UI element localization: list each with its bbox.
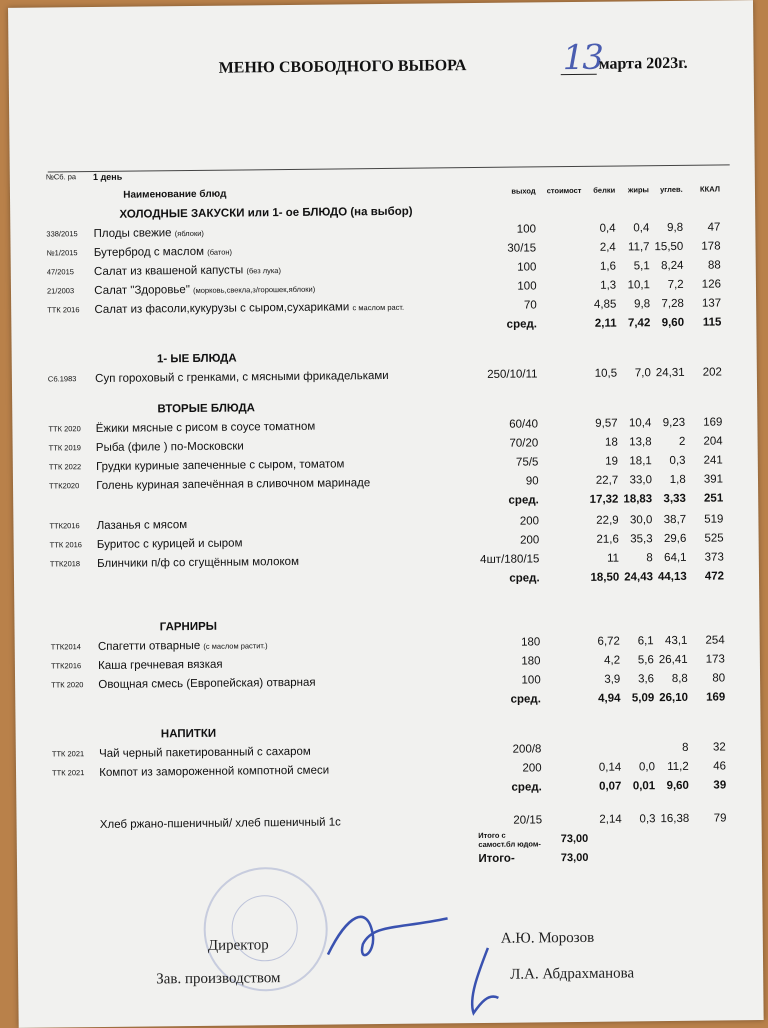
avg-protein: 0,07 (588, 777, 622, 796)
menu-table (46, 160, 733, 872)
dish-title: Рыба (филе ) по-Московски (96, 440, 244, 454)
dish-code: ТТК 2019 (49, 438, 96, 457)
dish-kcal: 204 (685, 431, 728, 450)
dish-code: ТТК2014 (51, 637, 98, 656)
date-month-year: марта 2023г. (599, 55, 688, 74)
dish-yield: 60/40 (466, 414, 542, 434)
dish-yield: 200 (469, 758, 545, 778)
dish-code: ТТК 2020 (51, 675, 98, 694)
dish-fat: 33,0 (618, 470, 652, 489)
dish-yield: 180 (468, 651, 544, 671)
col-name: Наименование блюд (93, 182, 463, 205)
avg-label: сред. (467, 568, 543, 588)
avg-label: сред. (469, 689, 545, 709)
dish-protein: 10,5 (583, 364, 617, 383)
dish-note: (батон) (207, 247, 232, 256)
section-title: ГАРНИРЫ (98, 614, 468, 637)
director-signature (317, 893, 458, 974)
dish-price (544, 632, 586, 651)
avg-carbs: 9,60 (650, 313, 684, 332)
dish-price (541, 295, 583, 314)
dish-protein: 1,3 (582, 276, 616, 295)
dish-title: Бутерброд с маслом (94, 245, 204, 258)
dish-fat: 0,4 (615, 218, 649, 237)
dish-yield: 180 (468, 632, 544, 652)
dish-protein: 22,7 (584, 471, 618, 490)
dish-price (543, 549, 585, 568)
dish-protein: 22,9 (585, 511, 619, 530)
bread-protein: 2,14 (588, 810, 622, 829)
dish-title: Грудки куриные запеченные с сыром, томатом (96, 458, 344, 473)
avg-fat: 18,83 (618, 489, 652, 508)
dish-yield: 100 (469, 670, 545, 690)
bread-yield: 20/15 (470, 810, 546, 830)
dish-fat (621, 738, 655, 757)
avg-protein: 4,94 (587, 689, 621, 708)
dish-yield: 70 (465, 295, 541, 315)
dish-kcal: 373 (686, 547, 729, 566)
bread-name: Хлеб ржано-пшеничный/ хлеб пшеничный 1с (100, 811, 470, 834)
dish-kcal: 519 (686, 509, 729, 528)
dish-yield: 30/15 (464, 238, 540, 258)
avg-carbs: 44,13 (653, 567, 687, 586)
avg-fat: 5,09 (620, 688, 654, 707)
dish-title: Овощная смесь (Европейская) отварная (98, 676, 315, 690)
dish-kcal: 391 (686, 469, 729, 488)
menu-sheet (8, 0, 764, 1028)
dish-fat: 8 (619, 548, 653, 567)
dish-protein (587, 739, 621, 758)
dish-protein: 9,57 (584, 414, 618, 433)
dish-price (540, 257, 582, 276)
dish-price (542, 433, 584, 452)
dish-yield: 250/10/11 (465, 364, 541, 384)
dish-code: ТТК2016 (51, 656, 98, 675)
dish-protein: 2,4 (582, 238, 616, 257)
dish-title: Блинчики п/ф со сгущённым молоком (97, 555, 299, 569)
dish-carbs: 24,31 (651, 363, 685, 382)
avg-kcal: 115 (684, 312, 727, 331)
dish-carbs: 15,50 (649, 237, 683, 256)
dish-title: Ёжики мясные с рисом в соусе томатном (96, 420, 316, 434)
dish-yield: 4шт/180/15 (467, 549, 543, 569)
dish-code: ТТК 2022 (49, 457, 96, 476)
dish-carbs: 29,6 (652, 529, 686, 548)
section-title: ХОЛОДНЫЕ ЗАКУСКИ или 1- ое БЛЮДО (на выбор) (93, 201, 463, 224)
avg-carbs: 9,60 (655, 776, 689, 795)
dish-fat: 10,1 (616, 275, 650, 294)
total-label: Итого- (470, 848, 546, 868)
dish-title: Каша гречневая вязкая (98, 658, 223, 671)
dish-protein: 1,6 (582, 257, 616, 276)
dish-protein: 19 (584, 452, 618, 471)
dish-protein: 11 (585, 549, 619, 568)
avg-fat: 24,43 (619, 567, 653, 586)
dish-fat: 3,6 (620, 669, 654, 688)
dish-kcal: 47 (683, 217, 726, 236)
dish-title: Спагетти отварные (98, 639, 200, 652)
dish-fat: 7,0 (617, 363, 651, 382)
dish-code: №1/2015 (46, 243, 93, 262)
dish-note: (яблоки) (175, 228, 204, 237)
dish-fat: 30,0 (619, 510, 653, 529)
dish-title: Салат "Здоровье" (94, 284, 190, 297)
head-title: Зав. производством (156, 970, 280, 988)
avg-protein: 2,11 (583, 314, 617, 333)
total-label: Итого с самост.бл юдом- (470, 829, 546, 849)
dish-fat: 5,6 (620, 650, 654, 669)
dish-fat: 35,3 (619, 529, 653, 548)
dish-code: 21/2003 (47, 281, 94, 300)
dish-yield: 70/20 (466, 433, 542, 453)
dish-yield: 90 (466, 471, 542, 491)
avg-label: сред. (465, 314, 541, 334)
dish-carbs: 7,28 (650, 294, 684, 313)
dish-yield: 200 (467, 511, 543, 531)
avg-fat: 7,42 (616, 313, 650, 332)
col-protein: белки (581, 181, 615, 200)
dish-protein: 21,6 (585, 530, 619, 549)
dish-code: ТТК 2021 (52, 744, 99, 763)
dish-price (540, 219, 582, 238)
dish-protein: 3,9 (586, 670, 620, 689)
dish-kcal: 525 (686, 528, 729, 547)
dish-kcal: 32 (688, 737, 731, 756)
dish-kcal: 173 (687, 649, 730, 668)
dish-carbs: 38,7 (652, 510, 686, 529)
dish-yield: 75/5 (466, 452, 542, 472)
dish-carbs: 1,8 (652, 470, 686, 489)
col-price: стоимост (539, 181, 581, 200)
col-carbs: углев. (649, 180, 683, 199)
avg-label: сред. (467, 490, 543, 510)
director-name: А.Ю. Морозов (501, 930, 595, 948)
dish-note: (морковь,свекла,з/горошек,яблоки) (193, 284, 315, 294)
avg-protein: 18,50 (585, 568, 619, 587)
dish-kcal: 137 (684, 293, 727, 312)
dish-kcal: 88 (683, 255, 726, 274)
section-title: НАПИТКИ (99, 721, 469, 744)
total-value: 73,00 (546, 829, 588, 848)
dish-title: Салат из квашеной капусты (94, 264, 243, 278)
dish-fat: 11,7 (616, 237, 650, 256)
dish-title: Суп гороховый с гренками, с мясными фрикадельками (95, 369, 389, 384)
dish-note: (с маслом растит.) (203, 641, 267, 651)
dish-protein: 0,4 (582, 219, 616, 238)
avg-kcal: 472 (687, 566, 730, 585)
dish-carbs: 8 (655, 738, 689, 757)
total-value: 73,00 (546, 848, 588, 867)
dish-code: ТТК 2021 (52, 763, 99, 782)
dish-note: с маслом раст. (352, 302, 404, 312)
date-day-handwritten: 13 (562, 38, 602, 78)
dish-price (541, 364, 583, 383)
dish-yield: 100 (464, 219, 540, 239)
dish-protein: 0,14 (587, 758, 621, 777)
dish-yield: 100 (464, 276, 540, 296)
bread-fat: 0,3 (622, 809, 656, 828)
dish-title: Салат из фасоли,кукурузы с сыром,сухариками (94, 301, 349, 316)
dish-price (543, 530, 585, 549)
dish-yield: 100 (464, 257, 540, 277)
avg-kcal: 39 (689, 775, 732, 794)
dish-price (542, 414, 584, 433)
dish-price (542, 452, 584, 471)
collection-no-label: №Сб. ра (46, 167, 93, 186)
dish-price (542, 471, 584, 490)
col-out: выход (463, 181, 539, 201)
dish-protein: 18 (584, 433, 618, 452)
bread-kcal: 79 (689, 808, 732, 827)
head-name: Л.А. Абдрахманова (510, 965, 634, 983)
bread-carbs: 16,38 (655, 809, 689, 828)
dish-title: Лазанья с мясом (97, 519, 188, 532)
col-kcal: ККАЛ (683, 179, 726, 198)
dish-fat: 0,0 (621, 757, 655, 776)
avg-carbs: 3,33 (652, 489, 686, 508)
dish-kcal: 241 (685, 450, 728, 469)
avg-kcal: 169 (688, 687, 731, 706)
dish-carbs: 9,8 (649, 218, 683, 237)
dish-fat: 10,4 (618, 413, 652, 432)
dish-carbs: 64,1 (653, 548, 687, 567)
dish-title: Плоды свежие (94, 227, 172, 240)
avg-protein: 17,32 (585, 490, 619, 509)
dish-kcal: 254 (687, 630, 730, 649)
dish-kcal: 169 (685, 412, 728, 431)
dish-price (540, 238, 582, 257)
dish-fat: 18,1 (618, 451, 652, 470)
avg-fat: 0,01 (621, 776, 655, 795)
page-title: МЕНЮ СВОБОДНОГО ВЫБОРА (219, 57, 467, 78)
avg-kcal: 251 (686, 488, 729, 507)
dish-fat: 9,8 (616, 294, 650, 313)
dish-title: Голень куриная запечённая в сливочном маринаде (96, 477, 370, 492)
dish-carbs: 9,23 (651, 413, 685, 432)
dish-yield: 200/8 (469, 739, 545, 759)
dish-carbs: 11,2 (655, 757, 689, 776)
dish-carbs: 8,24 (650, 256, 684, 275)
dish-title: Чай черный пакетированный с сахаром (99, 745, 311, 759)
dish-code: ТТК2020 (49, 476, 96, 495)
dish-note: (без лука) (246, 266, 281, 275)
dish-price (545, 739, 587, 758)
dish-price (544, 651, 586, 670)
col-fat: жиры (615, 180, 649, 199)
dish-code: 47/2015 (47, 262, 94, 281)
dish-protein: 6,72 (586, 632, 620, 651)
dish-kcal: 178 (683, 236, 726, 255)
dish-title: Буритос с курицей и сыром (97, 537, 243, 551)
avg-carbs: 26,10 (654, 688, 688, 707)
dish-price (545, 670, 587, 689)
dish-yield: 200 (467, 530, 543, 550)
dish-code: ТТК2016 (49, 516, 96, 535)
dish-carbs: 8,8 (654, 669, 688, 688)
dish-carbs: 0,3 (652, 451, 686, 470)
avg-label: сред. (470, 777, 546, 797)
dish-kcal: 202 (684, 362, 727, 381)
dish-title: Компот из замороженной компотной смеси (99, 764, 329, 778)
dish-kcal: 46 (689, 756, 732, 775)
dish-code: ТТК 2020 (48, 419, 95, 438)
dish-code: ТТК2018 (50, 554, 97, 573)
dish-carbs: 26,41 (654, 650, 688, 669)
director-title: Директор (208, 937, 269, 955)
dish-code: Сб.1983 (48, 369, 95, 388)
dish-fat: 6,1 (620, 631, 654, 650)
dish-code: 338/2015 (46, 224, 93, 243)
dish-kcal: 126 (684, 274, 727, 293)
dish-carbs: 7,2 (650, 275, 684, 294)
dish-kcal: 80 (688, 668, 731, 687)
dish-protein: 4,85 (583, 295, 617, 314)
dish-protein: 4,2 (586, 651, 620, 670)
section-title: ВТОРЫЕ БЛЮДА (95, 396, 465, 419)
dish-fat: 13,8 (618, 432, 652, 451)
dish-price (540, 276, 582, 295)
dish-price (543, 511, 585, 530)
dish-carbs: 2 (651, 432, 685, 451)
dish-price (546, 758, 588, 777)
dish-carbs: 43,1 (654, 631, 688, 650)
dish-fat: 5,1 (616, 256, 650, 275)
section-title: 1- ЫЕ БЛЮДА (95, 346, 465, 369)
dish-code: ТТК 2016 (50, 535, 97, 554)
day-label: 1 день (93, 163, 463, 186)
dish-code: ТТК 2016 (47, 300, 94, 319)
